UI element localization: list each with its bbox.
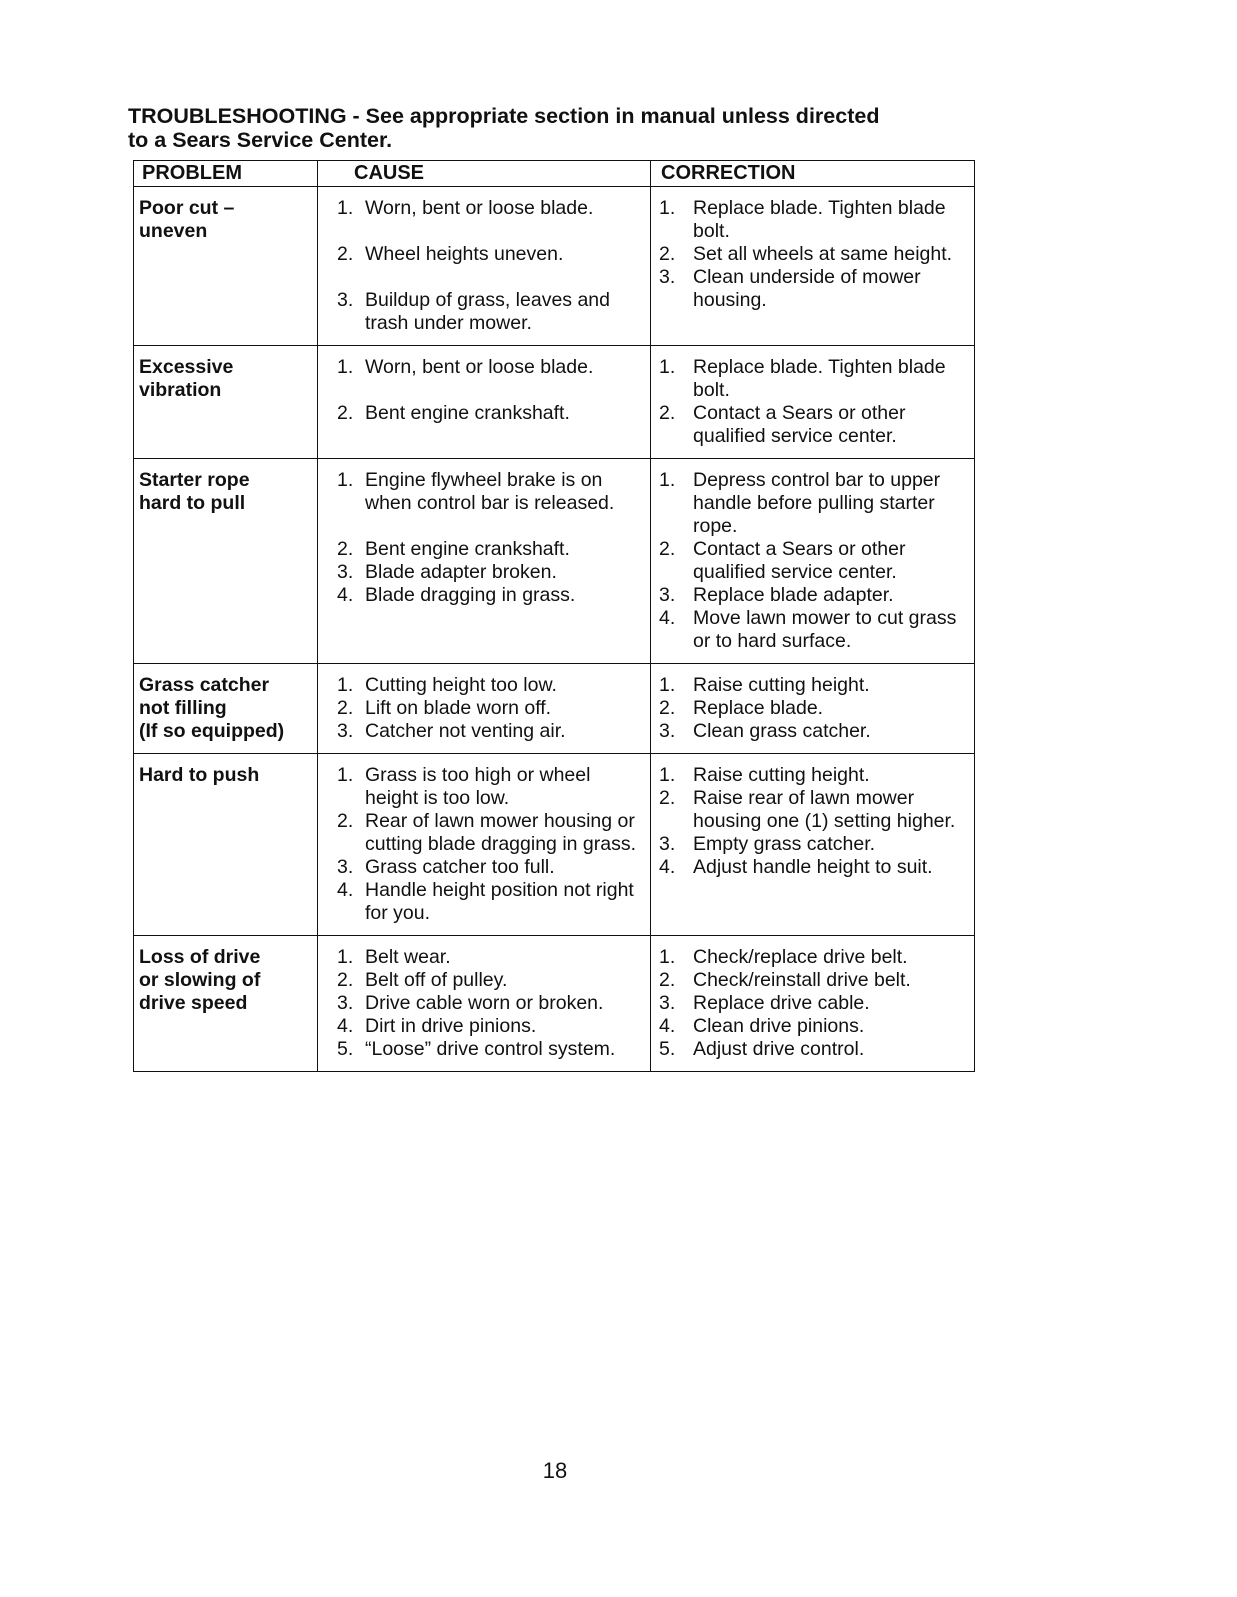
problem-cell bbox=[134, 754, 318, 936]
item-number: 2. bbox=[659, 697, 676, 719]
problem-cell bbox=[134, 664, 318, 754]
correction-cell-list bbox=[656, 946, 970, 1061]
item-text: Worn, bent or loose blade. bbox=[365, 197, 594, 219]
list-item bbox=[323, 810, 646, 856]
list-item bbox=[323, 992, 646, 1015]
title-line-1: TROUBLESHOOTING - See appropriate section in manual unless directed bbox=[128, 104, 880, 128]
header-row bbox=[134, 161, 975, 187]
item-number: 2. bbox=[337, 243, 354, 265]
list-item bbox=[323, 243, 646, 266]
item-text: Adjust drive control. bbox=[693, 1038, 865, 1060]
item-text: Belt off of pulley. bbox=[365, 969, 508, 991]
list-item bbox=[656, 697, 970, 720]
item-text: Adjust handle height to suit. bbox=[693, 856, 933, 878]
item-text: Wheel heights uneven. bbox=[365, 243, 564, 265]
item-number: 2. bbox=[659, 243, 676, 265]
correction-cell bbox=[651, 459, 975, 664]
list-item bbox=[656, 197, 970, 243]
item-text: Raise rear of lawn mower housing one (1) setting higher. bbox=[693, 787, 956, 832]
item-text: Blade adapter broken. bbox=[365, 561, 557, 583]
item-number: 1. bbox=[337, 946, 354, 968]
spacer bbox=[323, 266, 646, 289]
cause-cell-list bbox=[323, 764, 646, 925]
item-text: Check/reinstall drive belt. bbox=[693, 969, 911, 991]
item-text: Grass is too high or wheel height is too low. bbox=[365, 764, 591, 809]
correction-cell bbox=[651, 187, 975, 346]
list-item bbox=[656, 946, 970, 969]
list-item bbox=[656, 969, 970, 992]
item-number: 2. bbox=[337, 697, 354, 719]
item-text: Contact a Sears or other qualified service center. bbox=[693, 402, 906, 447]
item-number: 3. bbox=[337, 856, 354, 878]
item-number: 4. bbox=[337, 879, 354, 901]
list-item bbox=[656, 856, 970, 879]
item-text: Check/replace drive belt. bbox=[693, 946, 908, 968]
cause-cell-list bbox=[323, 197, 646, 335]
item-text: Contact a Sears or other qualified service center. bbox=[693, 538, 906, 583]
item-number: 1. bbox=[337, 674, 354, 696]
table-row bbox=[134, 664, 975, 754]
item-number: 1. bbox=[337, 356, 354, 378]
table-row bbox=[134, 187, 975, 346]
item-number: 3. bbox=[337, 720, 354, 742]
page-title bbox=[128, 104, 988, 152]
item-number: 3. bbox=[659, 992, 676, 1014]
table-row bbox=[134, 936, 975, 1072]
page-number: 18 bbox=[542, 1458, 568, 1483]
item-number: 2. bbox=[337, 810, 354, 832]
item-number: 1. bbox=[337, 197, 354, 219]
cause-cell-list bbox=[323, 674, 646, 743]
list-item bbox=[323, 469, 646, 515]
cause-cell-list bbox=[323, 946, 646, 1061]
list-item bbox=[656, 243, 970, 266]
item-number: 2. bbox=[659, 538, 676, 560]
problem-cell bbox=[134, 187, 318, 346]
correction-cell bbox=[651, 346, 975, 459]
item-number: 3. bbox=[337, 289, 354, 311]
item-text: Worn, bent or loose blade. bbox=[365, 356, 594, 378]
spacer bbox=[323, 515, 646, 538]
problem-text: vibration bbox=[139, 379, 222, 401]
cause-cell-list bbox=[323, 356, 646, 425]
list-item bbox=[656, 266, 970, 312]
cause-cell bbox=[318, 936, 651, 1072]
problem-text: hard to pull bbox=[139, 492, 246, 514]
cause-cell bbox=[318, 346, 651, 459]
list-item bbox=[323, 561, 646, 584]
item-text: “Loose” drive control system. bbox=[365, 1038, 616, 1060]
problem-text: Loss of drive bbox=[139, 946, 261, 968]
item-text: Replace blade. Tighten blade bolt. bbox=[693, 197, 946, 242]
list-item bbox=[656, 402, 970, 448]
item-text: Bent engine crankshaft. bbox=[365, 538, 570, 560]
list-item bbox=[656, 720, 970, 743]
list-item bbox=[323, 197, 646, 220]
spacer bbox=[323, 220, 646, 243]
item-number: 1. bbox=[659, 764, 676, 786]
list-item bbox=[323, 946, 646, 969]
list-item bbox=[656, 833, 970, 856]
item-number: 4. bbox=[337, 1015, 354, 1037]
item-number: 2. bbox=[659, 969, 676, 991]
table-row bbox=[134, 346, 975, 459]
list-item bbox=[323, 720, 646, 743]
cause-cell-list bbox=[323, 469, 646, 607]
problem-text: not filling bbox=[139, 697, 227, 719]
item-number: 1. bbox=[659, 197, 676, 219]
problem-text: Poor cut – bbox=[139, 197, 235, 219]
cause-cell bbox=[318, 459, 651, 664]
list-item bbox=[323, 764, 646, 810]
item-text: Clean grass catcher. bbox=[693, 720, 871, 742]
item-number: 4. bbox=[659, 607, 676, 629]
item-text: Replace blade adapter. bbox=[693, 584, 894, 606]
item-number: 3. bbox=[337, 992, 354, 1014]
item-number: 1. bbox=[337, 469, 354, 491]
list-item bbox=[323, 402, 646, 425]
item-text: Bent engine crankshaft. bbox=[365, 402, 570, 424]
item-number: 3. bbox=[659, 584, 676, 606]
correction-cell-list bbox=[656, 197, 970, 312]
item-text: Engine flywheel brake is on when control bar is released. bbox=[365, 469, 615, 514]
cause-cell bbox=[318, 754, 651, 936]
item-number: 1. bbox=[659, 356, 676, 378]
item-number: 3. bbox=[659, 266, 676, 288]
item-number: 3. bbox=[659, 833, 676, 855]
problem-text: Excessive bbox=[139, 356, 234, 378]
list-item bbox=[323, 1038, 646, 1061]
item-number: 1. bbox=[659, 469, 676, 491]
spacer bbox=[323, 379, 646, 402]
correction-cell-list bbox=[656, 764, 970, 879]
correction-cell bbox=[651, 936, 975, 1072]
list-item bbox=[656, 992, 970, 1015]
list-item bbox=[656, 764, 970, 787]
list-item bbox=[323, 1015, 646, 1038]
item-text: Lift on blade worn off. bbox=[365, 697, 552, 719]
item-text: Belt wear. bbox=[365, 946, 451, 968]
list-item bbox=[656, 538, 970, 584]
item-number: 4. bbox=[659, 856, 676, 878]
item-number: 4. bbox=[659, 1015, 676, 1037]
list-item bbox=[323, 674, 646, 697]
item-text: Raise cutting height. bbox=[693, 764, 870, 786]
item-text: Cutting height too low. bbox=[365, 674, 557, 696]
item-text: Drive cable worn or broken. bbox=[365, 992, 604, 1014]
header-correction: CORRECTION bbox=[651, 161, 975, 187]
list-item bbox=[656, 607, 970, 653]
item-number: 3. bbox=[659, 720, 676, 742]
list-item bbox=[323, 697, 646, 720]
list-item bbox=[656, 1038, 970, 1061]
list-item bbox=[656, 674, 970, 697]
list-item bbox=[656, 787, 970, 833]
table-row bbox=[134, 459, 975, 664]
problem-text: Grass catcher bbox=[139, 674, 270, 696]
item-number: 5. bbox=[659, 1038, 676, 1060]
item-text: Dirt in drive pinions. bbox=[365, 1015, 537, 1037]
problem-text: uneven bbox=[139, 220, 208, 242]
correction-cell-list bbox=[656, 356, 970, 448]
item-number: 2. bbox=[337, 969, 354, 991]
item-number: 2. bbox=[337, 538, 354, 560]
problem-text: Hard to push bbox=[139, 764, 260, 786]
item-number: 4. bbox=[337, 584, 354, 606]
item-number: 2. bbox=[659, 402, 676, 424]
problem-text: or slowing of bbox=[139, 969, 261, 991]
item-text: Replace drive cable. bbox=[693, 992, 870, 1014]
item-text: Replace blade. Tighten blade bolt. bbox=[693, 356, 946, 401]
problem-text: (If so equipped) bbox=[139, 720, 285, 742]
cause-cell bbox=[318, 187, 651, 346]
list-item bbox=[323, 289, 646, 335]
title-line-2: to a Sears Service Center. bbox=[128, 128, 393, 152]
item-text: Blade dragging in grass. bbox=[365, 584, 576, 606]
header-cause: CAUSE bbox=[318, 161, 651, 187]
list-item bbox=[323, 584, 646, 607]
item-number: 2. bbox=[659, 787, 676, 809]
item-number: 1. bbox=[659, 674, 676, 696]
list-item bbox=[323, 969, 646, 992]
list-item bbox=[323, 538, 646, 561]
correction-cell-list bbox=[656, 469, 970, 653]
item-text: Catcher not venting air. bbox=[365, 720, 566, 742]
item-number: 5. bbox=[337, 1038, 354, 1060]
item-text: Replace blade. bbox=[693, 697, 824, 719]
item-text: Set all wheels at same height. bbox=[693, 243, 953, 265]
item-number: 2. bbox=[337, 402, 354, 424]
header-problem: PROBLEM bbox=[134, 161, 318, 187]
problem-cell bbox=[134, 936, 318, 1072]
item-number: 1. bbox=[659, 946, 676, 968]
item-text: Raise cutting height. bbox=[693, 674, 870, 696]
troubleshooting-table bbox=[133, 160, 975, 1072]
item-number: 1. bbox=[337, 764, 354, 786]
item-text: Move lawn mower to cut grass or to hard surface. bbox=[693, 607, 957, 652]
item-text: Rear of lawn mower housing or cutting blade dragging in grass. bbox=[365, 810, 637, 855]
problem-text: Starter rope bbox=[139, 469, 250, 491]
list-item bbox=[656, 1015, 970, 1038]
item-text: Clean drive pinions. bbox=[693, 1015, 865, 1037]
item-text: Depress control bar to upper handle before pulling starter rope. bbox=[693, 469, 941, 537]
list-item bbox=[656, 584, 970, 607]
item-text: Buildup of grass, leaves and trash under mower. bbox=[365, 289, 610, 334]
problem-cell bbox=[134, 459, 318, 664]
list-item bbox=[323, 356, 646, 379]
list-item bbox=[323, 856, 646, 879]
list-item bbox=[656, 469, 970, 538]
list-item bbox=[323, 879, 646, 925]
item-text: Grass catcher too full. bbox=[365, 856, 555, 878]
correction-cell-list bbox=[656, 674, 970, 743]
item-text: Empty grass catcher. bbox=[693, 833, 876, 855]
list-item bbox=[656, 356, 970, 402]
table-body bbox=[134, 187, 975, 1072]
correction-cell bbox=[651, 754, 975, 936]
item-number: 3. bbox=[337, 561, 354, 583]
problem-text: drive speed bbox=[139, 992, 248, 1014]
table-row bbox=[134, 754, 975, 936]
item-text: Handle height position not right for you. bbox=[365, 879, 634, 924]
correction-cell bbox=[651, 664, 975, 754]
cause-cell bbox=[318, 664, 651, 754]
problem-cell bbox=[134, 346, 318, 459]
item-text: Clean underside of mower housing. bbox=[693, 266, 921, 311]
